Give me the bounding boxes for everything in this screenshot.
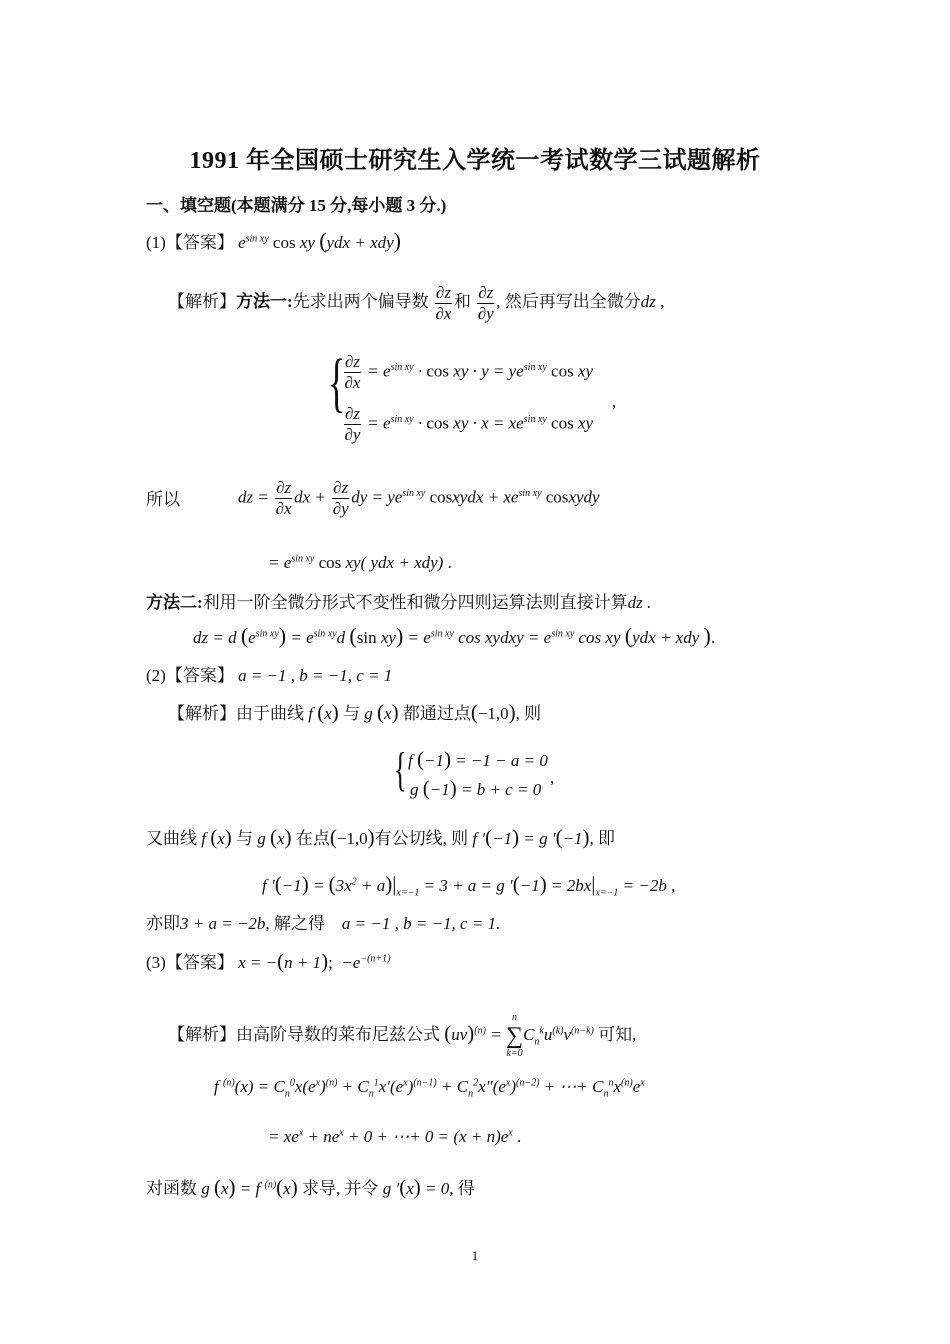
q1-label: (1)【答案】 <box>146 233 234 252</box>
q1-method2-line <box>146 593 651 613</box>
q1-method1-label: 方法一: <box>236 292 293 311</box>
q1-dz: dz , <box>640 292 665 311</box>
q1-analysis-label: 【解析】 <box>168 292 236 311</box>
q2-analysis-line: 【解析】由于曲线 f (x) 与 g (x) 都通过点(−1,0), 则 <box>168 700 542 724</box>
q2-text5c: 在点 <box>295 829 330 848</box>
q1-answer-line <box>146 228 401 253</box>
q1-method1-line <box>168 282 664 324</box>
partial-z-y: $\frac{\partial z}{\partial y}$ <box>477 282 494 323</box>
q2-text3: 都通过点 <box>402 704 471 723</box>
q1-method2-text: 利用一阶全微分形式不变性和微分四则运算法则直接计算 <box>202 593 628 612</box>
q3-label: (3)【答案】 <box>146 953 234 972</box>
q1-dz-result: = $e^{sin xy}$ cos xy( ydx + xdy) . <box>268 553 452 572</box>
leibniz-formula: (uv)$^{(n)}$ = n ∑ k=0 $C_n^ku^{(k)}v^{(n-k)}$ <box>444 1012 594 1059</box>
q3-answer: x = −(n + 1); $-e^{-(n+1)}$ <box>238 949 391 973</box>
q3-result: = $xe^x + ne^x + 0$ + ⋯+ $0 = (x + n)e^x$ . <box>268 1127 522 1146</box>
q1-method1-text: 先求出两个偏导数 <box>292 292 429 311</box>
q3-answer-line <box>146 951 390 973</box>
q3-analysis-label: 【解析】 <box>168 1024 236 1044</box>
q2-text5e: , 即 <box>589 829 616 848</box>
q2-tangent-line: 又曲线 f (x) 与 g (x) 在点(−1,0)有公切线, 则 f ′(−1) = g ′(−1), 即 <box>146 825 616 849</box>
q3-text3a: 对函数 <box>146 1179 197 1198</box>
q2-text1: 由于曲线 <box>236 704 304 723</box>
q1-eq1: $\frac{\partial z}{\partial x}$ = $e^{sin xy} \cdot \cos$ xy · $y = ye^{sin xy}$ cos xy <box>344 352 594 392</box>
q1-so: 所以 <box>146 490 180 509</box>
comma: , <box>612 392 617 411</box>
left-brace-2: { <box>394 743 407 796</box>
q1-then-text: , 然后再写出全微分 <box>496 292 641 311</box>
partial-z-x: $\frac{\partial z}{\partial x}$ <box>435 282 452 323</box>
q1-and: 和 <box>453 292 471 311</box>
q2-solve-line: 亦即3 + a = −2b, 解之得 a = −1 , b = −1, c = 1. <box>146 914 501 933</box>
q2-answer-line <box>146 666 392 686</box>
q3-expansion: f $^{(n)}(x) = C_n^0x(e^x)^{(n)} + C_n^1x'(e^x)^{(n-1)} + C_n^2x''(e^x)^{(n-2)}$ + ⋯+ $C_n^nx^{(n)}e^x$ <box>214 1077 645 1100</box>
q2-text5a: 又曲线 <box>146 829 197 848</box>
q1-method2-dz: dz . <box>627 593 652 612</box>
q3-final-line: 对函数 g (x) = f $^{(n)}$(x) 求导, 并令 g ′(x) = 0, 得 <box>146 1175 475 1199</box>
q2-text5d: 有公切线, 则 <box>374 829 469 848</box>
q2-text6c: a = −1 , b = −1, c = 1. <box>341 914 501 933</box>
q2-text6b: , 解之得 <box>265 914 325 933</box>
q2-answer: a = −1 , b = −1, c = 1 <box>238 666 393 685</box>
q2-text2: 与 <box>343 704 361 723</box>
q3-text3c: , 得 <box>449 1179 475 1198</box>
section-heading: 一、填空题(本题满分 15 分,每小题 3 分.) <box>146 196 447 215</box>
q2-eq1: f (−1) = −1 − a = 0 <box>408 747 548 771</box>
q2-label: (2)【答案】 <box>146 666 234 685</box>
q3-analysis-line <box>168 1012 636 1060</box>
left-brace: { <box>328 346 346 419</box>
q2-eq2: g (−1) = b + c = 0 <box>410 776 542 800</box>
q1-dz-eq: dz = $\frac{\partial z}{\partial x}$ dx + $\frac{\partial z}{\partial y}$ dy = $ye^{sin xy}$ cosxydx + $xe^{sin xy}$ cosxydy <box>238 478 600 518</box>
page-title: 1991 年全国硕士研究生入学统一考试数学三试题解析 <box>189 148 761 174</box>
q2-analysis-label: 【解析】 <box>168 704 236 723</box>
q3-text3b: 求导, 并令 <box>301 1179 379 1198</box>
q3-text1: 由高阶导数的莱布尼兹公式 <box>236 1024 440 1044</box>
page-number: 1 <box>471 1248 479 1263</box>
q1-method2-eq: dz = d $(e^{sin xy}) = e^{sin xy}d$ (sin $xy) = e^{sin xy}$ cos xydxy = $e^{sin xy}$ cos xy (ydx + xdy ). <box>193 623 716 648</box>
q2-text6a: 亦即 <box>146 914 180 933</box>
q1-answer-formula: $e^{sin xy}$ cos xy (ydx + xdy) <box>238 228 401 253</box>
q1-eq2: $\frac{\partial z}{\partial y}$ = $e^{sin xy} \cdot \cos$ xy · $x = xe^{sin xy}$ cos xy <box>344 404 594 444</box>
q2-text4: , 则 <box>515 704 542 723</box>
q1-method2-label: 方法二: <box>146 593 203 612</box>
q2-text5b: 与 <box>236 829 254 848</box>
q3-text2: 可知, <box>598 1024 637 1044</box>
comma-2: , <box>550 768 555 787</box>
q2-derivative-eq: f $'(-1) = (3x^2 + a)|_{x=-1} = 3 + a = g$ $'(-1) = 2bx|_{x=-1} = -2b$ , <box>262 872 676 899</box>
